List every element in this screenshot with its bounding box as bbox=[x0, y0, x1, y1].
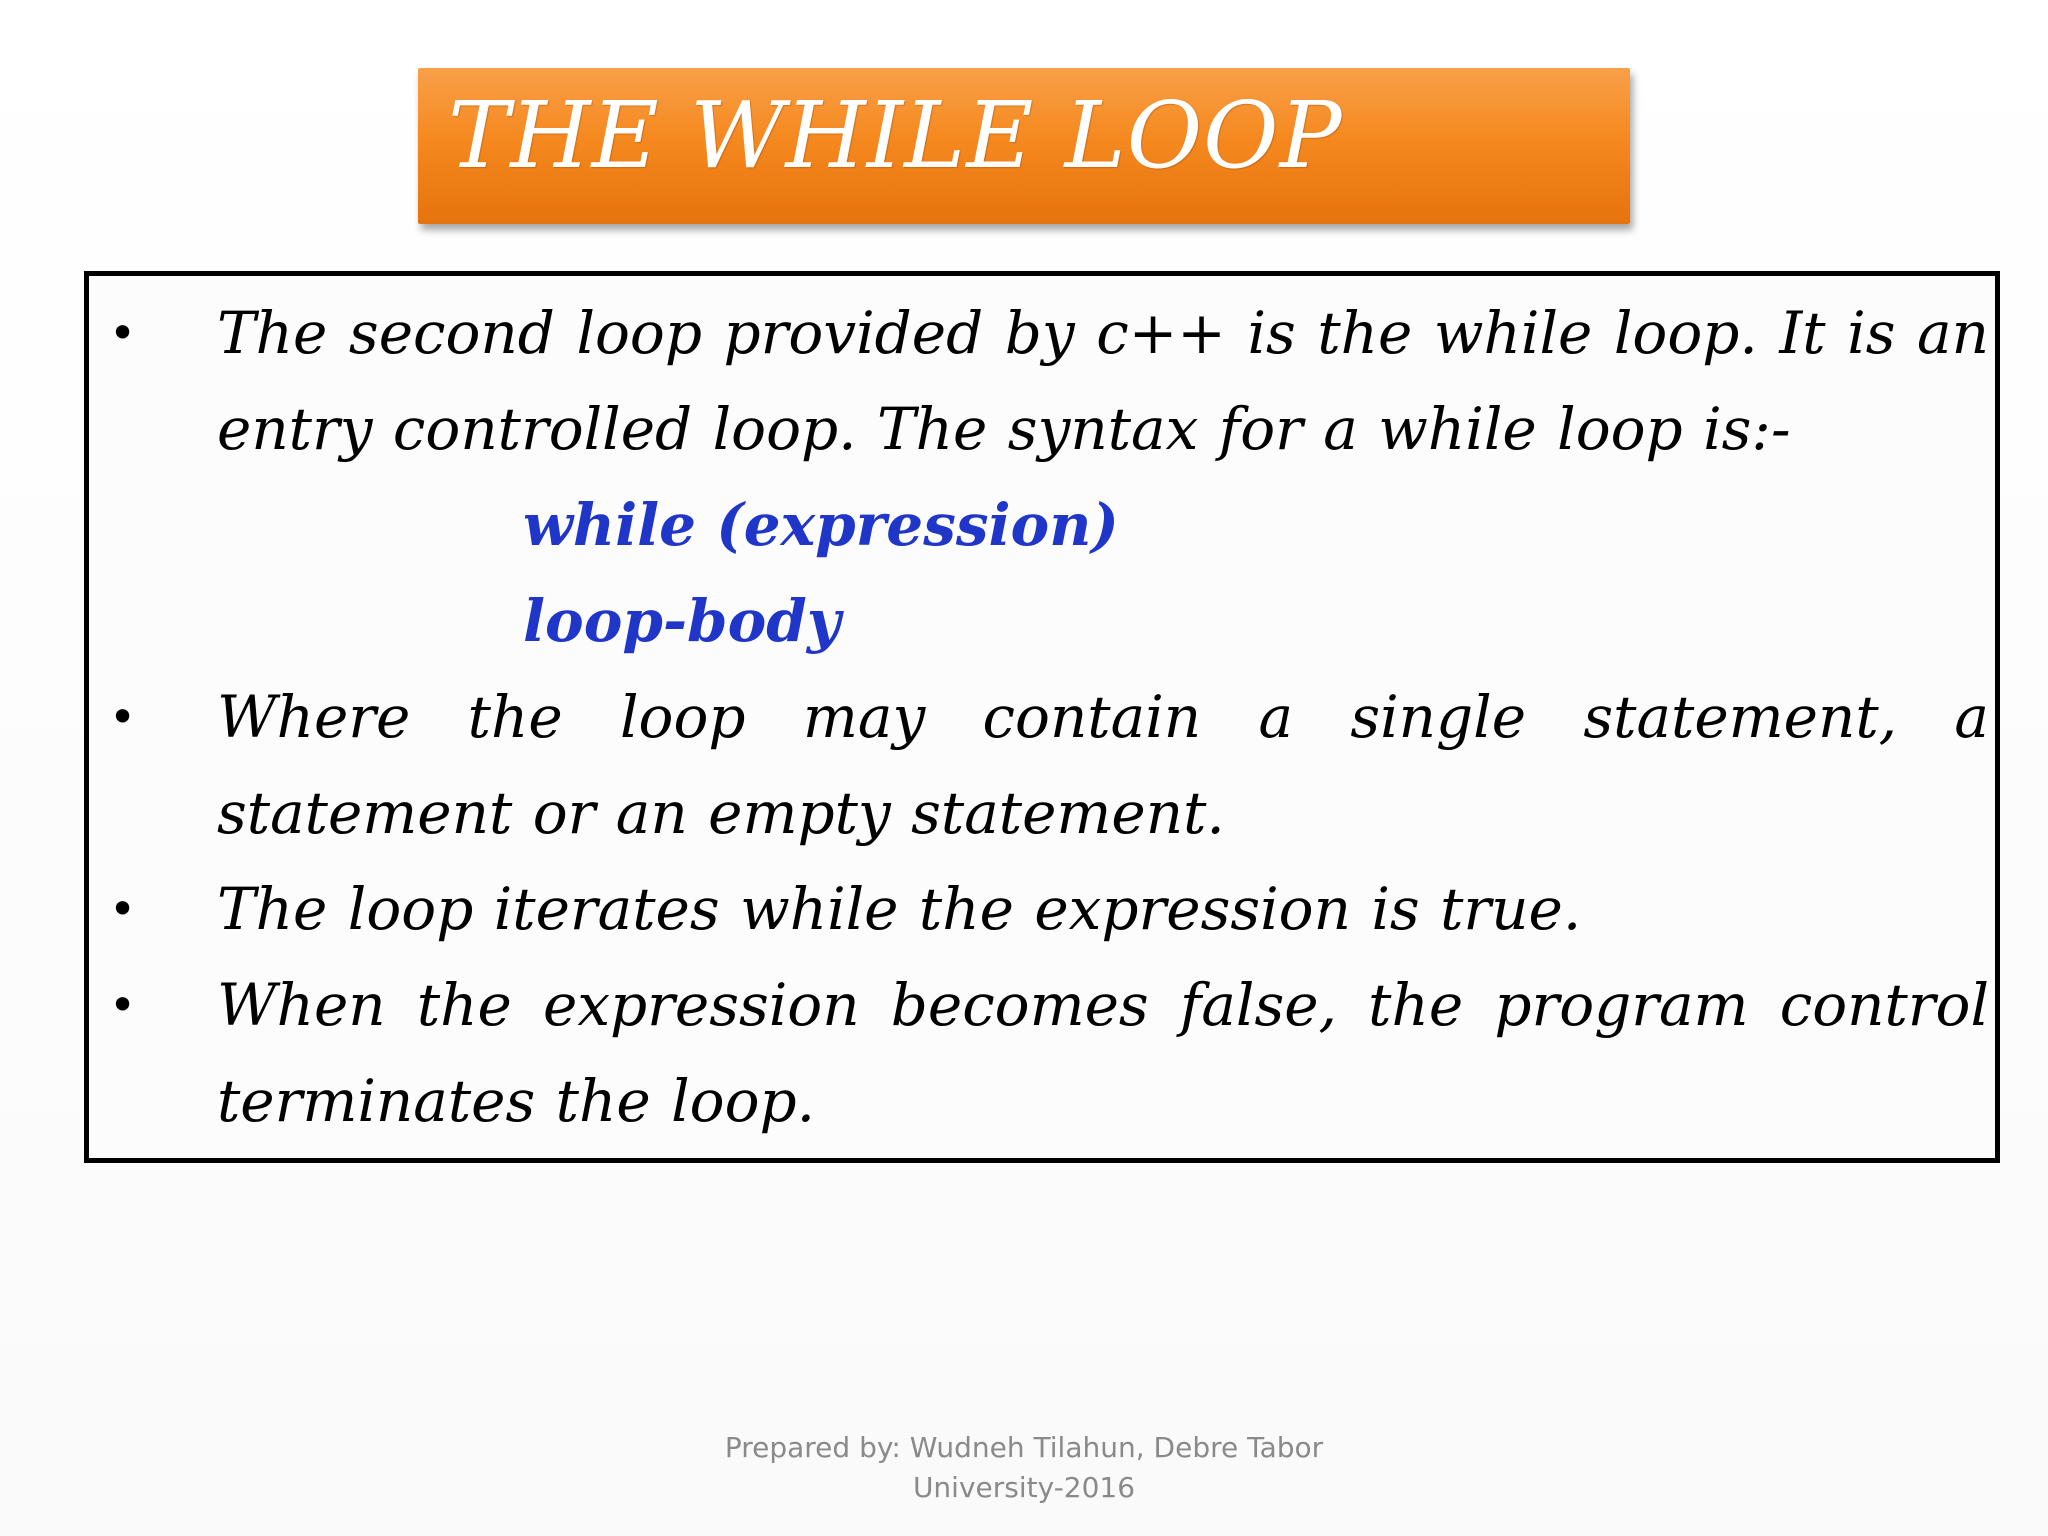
content-box bbox=[84, 271, 2000, 1163]
footer-line: Prepared by: Wudneh Tilahun, Debre Tabor bbox=[724, 1431, 1324, 1464]
footer-line: University-2016 bbox=[912, 1471, 1136, 1504]
title-banner bbox=[418, 68, 1630, 224]
bullet-line: When the expression becomes false, the program control bbox=[217, 971, 1989, 1039]
bullet-dot: • bbox=[109, 306, 137, 360]
bullet-line: The second loop provided by c++ is the while loop. It is an bbox=[217, 299, 1989, 367]
bullet-text bbox=[217, 957, 1989, 1149]
bullet-text bbox=[217, 861, 1989, 957]
bullet-dot: • bbox=[109, 978, 137, 1032]
bullet-text bbox=[217, 669, 1989, 861]
bullet-line: entry controlled loop. The syntax for a while loop is:- bbox=[217, 395, 1791, 463]
bullet-line: The loop iterates while the expression is true. bbox=[217, 875, 1582, 943]
code-line-while: while (expression) bbox=[523, 491, 1119, 559]
bullet-text bbox=[217, 285, 1989, 477]
footer-credit bbox=[640, 1428, 1408, 1508]
bullet-dot: • bbox=[109, 882, 137, 936]
slide-title: THE WHILE LOOP bbox=[448, 82, 1343, 189]
bullet-line: statement or an empty statement. bbox=[217, 779, 1225, 847]
code-line-body: loop-body bbox=[523, 587, 841, 655]
bullet-line: terminates the loop. bbox=[217, 1067, 816, 1135]
bullet-line: Where the loop may contain a single statement, a bbox=[217, 683, 1989, 751]
bullet-dot: • bbox=[109, 690, 137, 744]
